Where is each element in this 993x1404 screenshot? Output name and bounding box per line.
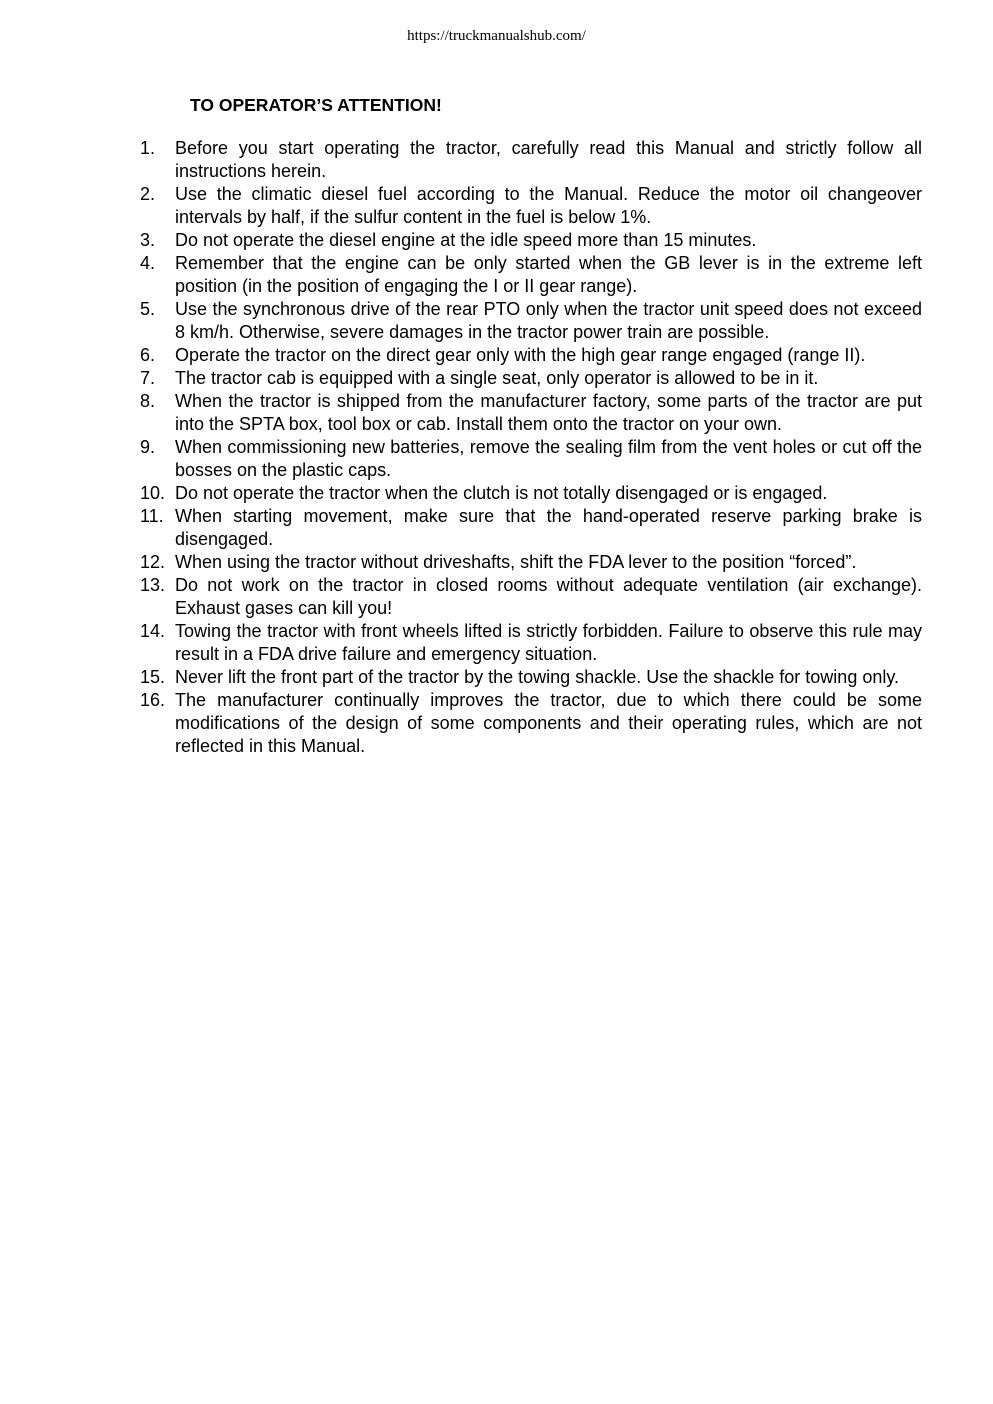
item-text: Use the climatic diesel fuel according to the Manual. Reduce the motor oil changeover intervals by half, if the sulfur content in the fuel is below 1%. [175,184,922,227]
item-number: 12. [140,552,166,572]
item-text: When commissioning new batteries, remove the sealing film from the vent holes or cut off the bosses on the plastic caps. [175,437,922,480]
item-text: When starting movement, make sure that the hand-operated reserve parking brake is disengaged. [175,506,922,549]
item-text: Remember that the engine can be only started when the GB lever is in the extreme left position (in the position of engaging the I or II gear range). [175,253,922,296]
page-title: TO OPERATOR’S ATTENTION! [190,95,442,115]
item-text: Do not work on the tractor in closed rooms without adequate ventilation (air exchange). Exhaust gases can kill you! [175,575,922,618]
item-text: Do not operate the diesel engine at the idle speed more than 15 minutes. [175,230,757,250]
list-item-11 [140,505,922,551]
item-text: Use the synchronous drive of the rear PTO only when the tractor unit speed does not exceed 8 km/h. Otherwise, severe damages in the tractor power train are possible. [175,299,922,342]
list-item-10 [140,482,922,505]
item-text: When using the tractor without driveshafts, shift the FDA lever to the position “forced”. [175,552,857,572]
item-number: 2. [140,184,156,204]
list-item-2 [140,183,922,229]
item-text: Operate the tractor on the direct gear only with the high gear range engaged (range II). [175,345,866,365]
item-number: 1. [140,138,156,158]
list-item-14 [140,620,922,666]
item-text: Before you start operating the tractor, carefully read this Manual and strictly follow all instructions herein. [175,138,922,181]
item-number: 7. [140,368,156,388]
list-item-4 [140,252,922,298]
header-url: https://truckmanualshub.com/ [407,28,586,44]
item-number: 15. [140,667,166,687]
item-text: Towing the tractor with front wheels lifted is strictly forbidden. Failure to observe this rule may result in a FDA drive failure and emergency situation. [175,621,922,664]
item-text: Do not operate the tractor when the clutch is not totally disengaged or is engaged. [175,483,828,503]
list-item-12 [140,551,922,574]
item-number: 8. [140,391,156,411]
list-item-13 [140,574,922,620]
list-item-16 [140,689,922,758]
list-item-6 [140,344,922,367]
item-text: When the tractor is shipped from the manufacturer factory, some parts of the tractor are put into the SPTA box, tool box or cab. Install them onto the tractor on your own. [175,391,922,434]
item-number: 3. [140,230,156,250]
list-item-3 [140,229,922,252]
item-number: 6. [140,345,156,365]
list-item-7 [140,367,922,390]
item-text: The tractor cab is equipped with a single seat, only operator is allowed to be in it. [175,368,819,388]
instructions-list [140,137,922,758]
item-text: The manufacturer continually improves the tractor, due to which there could be some modifications of the design of some components and their operating rules, which are not reflected in this Manual. [175,690,922,756]
item-text: Never lift the front part of the tractor by the towing shackle. Use the shackle for towing only. [175,667,900,687]
item-number: 10. [140,483,166,503]
list-item-1 [140,137,922,183]
item-number: 9. [140,437,156,457]
item-number: 13. [140,575,166,595]
list-item-5 [140,298,922,344]
item-number: 5. [140,299,156,319]
list-item-8 [140,390,922,436]
list-item-9 [140,436,922,482]
item-number: 4. [140,253,156,273]
item-number: 11. [140,506,164,526]
list-item-15 [140,666,922,689]
item-number: 14. [140,621,166,641]
item-number: 16. [140,690,166,710]
